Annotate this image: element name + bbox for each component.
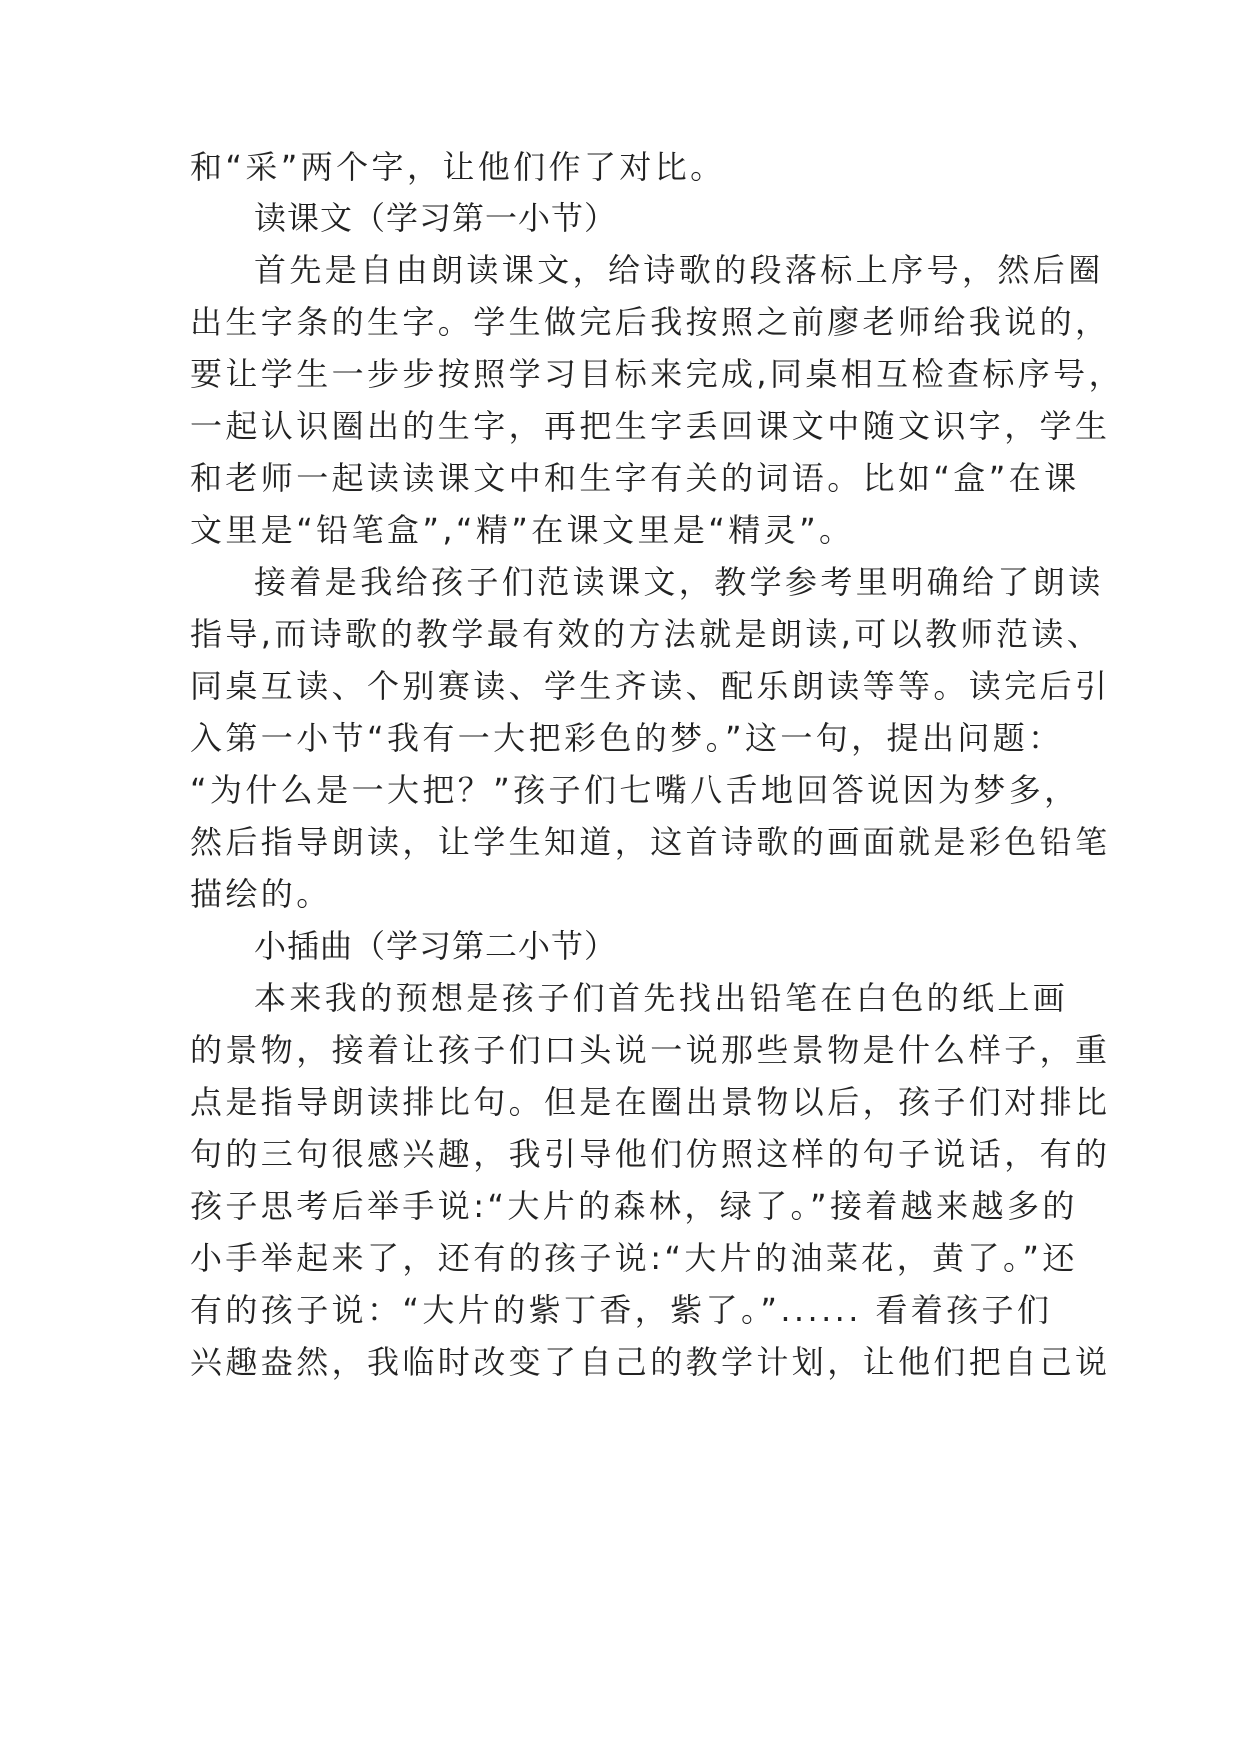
text-line-11: 同桌互读、个别赛读、学生齐读、配乐朗读等等。读完后引 xyxy=(190,667,1111,705)
text-line-20: 句的三句很感兴趣，我引导他们仿照这样的句子说话，有的 xyxy=(190,1135,1111,1173)
text-line-23: 有的孩子说：“大片的紫丁香，紫了。”...... 看着孩子们 xyxy=(190,1291,1053,1329)
text-line-15: 描绘的。 xyxy=(190,875,332,913)
text-line-22: 小手举起来了，还有的孩子说:“大片的油菜花，黄了。”还 xyxy=(190,1239,1078,1277)
text-line-13: “为什么是一大把？”孩子们七嘴八舌地回答说因为梦多， xyxy=(190,771,1080,809)
text-line-6: 一起认识圈出的生字，再把生字丢回课文中随文识字，学生 xyxy=(190,407,1111,445)
text-line-9: 接着是我给孩子们范读课文，教学参考里明确给了朗读 xyxy=(254,563,1104,601)
text-line-10: 指导,而诗歌的教学最有效的方法就是朗读,可以教师范读、 xyxy=(190,615,1103,653)
text-line-17: 本来我的预想是孩子们首先找出铅笔在白色的纸上画 xyxy=(254,979,1069,1017)
section-heading-interlude: 小插曲（学习第二小节） xyxy=(254,927,618,965)
section-heading-read-text: 读课文（学习第一小节） xyxy=(254,199,618,237)
text-line-19: 点是指导朗读排比句。但是在圈出景物以后，孩子们对排比 xyxy=(190,1083,1111,1121)
text-line-14: 然后指导朗读，让学生知道，这首诗歌的画面就是彩色铅笔 xyxy=(190,823,1111,861)
text-line-18: 的景物，接着让孩子们口头说一说那些景物是什么样子，重 xyxy=(190,1031,1111,1069)
text-line-8: 文里是“铅笔盒”,“精”在课文里是“精灵”。 xyxy=(190,511,855,549)
text-line-12: 入第一小节“我有一大把彩色的梦。”这一句，提出问题： xyxy=(190,719,1064,757)
text-line-24: 兴趣盎然，我临时改变了自己的教学计划，让他们把自己说 xyxy=(190,1343,1111,1381)
text-line-7: 和老师一起读读课文中和生字有关的词语。比如“盒”在课 xyxy=(190,459,1080,497)
text-line-3: 首先是自由朗读课文，给诗歌的段落标上序号，然后圈 xyxy=(254,251,1104,289)
text-line-1: 和“采”两个字，让他们作了对比。 xyxy=(190,148,726,186)
text-line-4: 出生字条的生字。学生做完后我按照之前廖老师给我说的， xyxy=(190,303,1111,341)
text-line-5: 要让学生一步步按照学习目标来完成,同桌相互检查标序号， xyxy=(190,355,1124,393)
text-line-21: 孩子思考后举手说:“大片的森林，绿了。”接着越来越多的 xyxy=(190,1187,1078,1225)
